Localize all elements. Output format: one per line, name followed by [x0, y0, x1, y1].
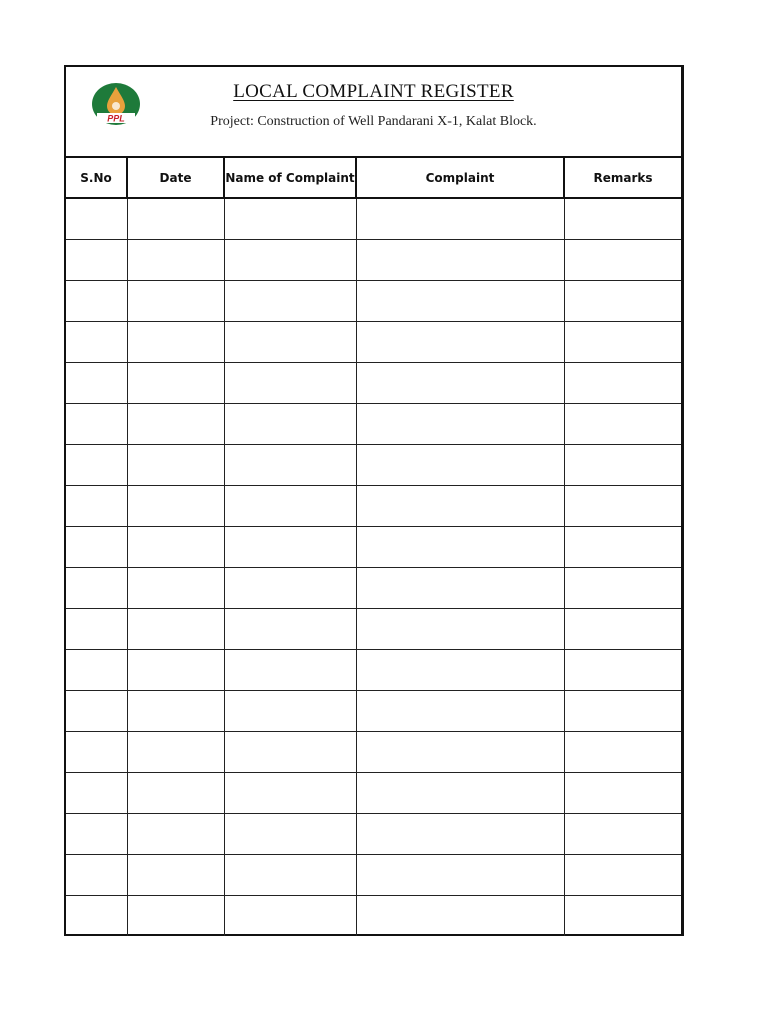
cell-name-of-complaint[interactable]: [224, 772, 356, 813]
cell-name-of-complaint[interactable]: [224, 608, 356, 649]
table-row: [66, 895, 681, 936]
cell-remarks[interactable]: [564, 608, 681, 649]
cell-name-of-complaint[interactable]: [224, 813, 356, 854]
table-row: [66, 772, 681, 813]
cell-date[interactable]: [127, 485, 224, 526]
cell-complaint[interactable]: [356, 321, 564, 362]
table-row: [66, 444, 681, 485]
cell-date[interactable]: [127, 362, 224, 403]
table-row: [66, 567, 681, 608]
cell-sno[interactable]: [66, 403, 127, 444]
table-header-row: [66, 158, 681, 198]
cell-sno[interactable]: [66, 526, 127, 567]
project-subtitle: Project: Construction of Well Pandarani X-1, Kalat Block.: [210, 114, 537, 129]
cell-sno[interactable]: [66, 690, 127, 731]
cell-name-of-complaint[interactable]: [224, 567, 356, 608]
table-row: [66, 526, 681, 567]
cell-sno[interactable]: [66, 485, 127, 526]
cell-sno[interactable]: [66, 854, 127, 895]
cell-remarks[interactable]: [564, 362, 681, 403]
cell-remarks[interactable]: [564, 690, 681, 731]
cell-name-of-complaint[interactable]: [224, 485, 356, 526]
cell-date[interactable]: [127, 567, 224, 608]
cell-complaint[interactable]: [356, 403, 564, 444]
cell-complaint[interactable]: [356, 772, 564, 813]
cell-remarks[interactable]: [564, 444, 681, 485]
cell-name-of-complaint[interactable]: [224, 690, 356, 731]
cell-date[interactable]: [127, 403, 224, 444]
cell-remarks[interactable]: [564, 649, 681, 690]
cell-remarks[interactable]: [564, 198, 681, 239]
cell-date[interactable]: [127, 321, 224, 362]
cell-name-of-complaint[interactable]: [224, 526, 356, 567]
cell-complaint[interactable]: [356, 362, 564, 403]
cell-name-of-complaint[interactable]: [224, 403, 356, 444]
cell-name-of-complaint[interactable]: [224, 895, 356, 936]
cell-date[interactable]: [127, 239, 224, 280]
cell-sno[interactable]: [66, 608, 127, 649]
cell-date[interactable]: [127, 854, 224, 895]
cell-name-of-complaint[interactable]: [224, 444, 356, 485]
cell-complaint[interactable]: [356, 567, 564, 608]
logo-text: PPL: [107, 113, 125, 124]
cell-remarks[interactable]: [564, 280, 681, 321]
cell-sno[interactable]: [66, 280, 127, 321]
cell-date[interactable]: [127, 731, 224, 772]
cell-sno[interactable]: [66, 567, 127, 608]
cell-remarks[interactable]: [564, 321, 681, 362]
cell-complaint[interactable]: [356, 444, 564, 485]
cell-remarks[interactable]: [564, 772, 681, 813]
table-body: [66, 198, 681, 936]
cell-complaint[interactable]: [356, 198, 564, 239]
cell-date[interactable]: [127, 198, 224, 239]
cell-sno[interactable]: [66, 731, 127, 772]
cell-remarks[interactable]: [564, 403, 681, 444]
table-row: [66, 321, 681, 362]
cell-remarks[interactable]: [564, 895, 681, 936]
cell-remarks[interactable]: [564, 813, 681, 854]
table-row: [66, 198, 681, 239]
table-row: [66, 649, 681, 690]
column-header-complaint: Complaint: [356, 158, 564, 198]
column-header-sno: S.No: [66, 158, 127, 198]
cell-name-of-complaint[interactable]: [224, 198, 356, 239]
cell-complaint[interactable]: [356, 280, 564, 321]
table-row: [66, 731, 681, 772]
column-header-date: Date: [127, 158, 224, 198]
cell-complaint[interactable]: [356, 813, 564, 854]
cell-remarks[interactable]: [564, 526, 681, 567]
cell-sno[interactable]: [66, 444, 127, 485]
table-row: [66, 813, 681, 854]
cell-sno[interactable]: [66, 362, 127, 403]
cell-date[interactable]: [127, 526, 224, 567]
column-header-name-of-complaint: Name of Complaint: [224, 158, 356, 198]
cell-date[interactable]: [127, 813, 224, 854]
cell-name-of-complaint[interactable]: [224, 280, 356, 321]
cell-date[interactable]: [127, 690, 224, 731]
cell-complaint[interactable]: [356, 731, 564, 772]
register-header: [66, 67, 681, 158]
cell-sno[interactable]: [66, 198, 127, 239]
cell-complaint[interactable]: [356, 854, 564, 895]
cell-complaint[interactable]: [356, 649, 564, 690]
cell-date[interactable]: [127, 649, 224, 690]
table-row: [66, 362, 681, 403]
cell-sno[interactable]: [66, 239, 127, 280]
complaint-register-sheet: [64, 65, 684, 936]
table-row: [66, 485, 681, 526]
cell-complaint[interactable]: [356, 895, 564, 936]
cell-remarks[interactable]: [564, 239, 681, 280]
cell-remarks[interactable]: [564, 731, 681, 772]
cell-complaint[interactable]: [356, 239, 564, 280]
cell-sno[interactable]: [66, 895, 127, 936]
cell-name-of-complaint[interactable]: [224, 731, 356, 772]
page-title: LOCAL COMPLAINT REGISTER: [233, 81, 514, 102]
cell-date[interactable]: [127, 895, 224, 936]
cell-name-of-complaint[interactable]: [224, 239, 356, 280]
cell-complaint[interactable]: [356, 690, 564, 731]
cell-date[interactable]: [127, 280, 224, 321]
cell-sno[interactable]: [66, 321, 127, 362]
cell-name-of-complaint[interactable]: [224, 854, 356, 895]
cell-complaint[interactable]: [356, 485, 564, 526]
cell-complaint[interactable]: [356, 526, 564, 567]
cell-remarks[interactable]: [564, 854, 681, 895]
cell-sno[interactable]: [66, 649, 127, 690]
table-row: [66, 403, 681, 444]
table-row: [66, 239, 681, 280]
cell-date[interactable]: [127, 772, 224, 813]
cell-name-of-complaint[interactable]: [224, 362, 356, 403]
cell-date[interactable]: [127, 444, 224, 485]
cell-date[interactable]: [127, 608, 224, 649]
cell-sno[interactable]: [66, 772, 127, 813]
cell-name-of-complaint[interactable]: [224, 649, 356, 690]
table-row: [66, 608, 681, 649]
cell-remarks[interactable]: [564, 567, 681, 608]
complaint-table: [66, 158, 681, 936]
cell-name-of-complaint[interactable]: [224, 321, 356, 362]
cell-remarks[interactable]: [564, 485, 681, 526]
table-row: [66, 280, 681, 321]
table-row: [66, 690, 681, 731]
cell-sno[interactable]: [66, 813, 127, 854]
table-row: [66, 854, 681, 895]
column-header-remarks: Remarks: [564, 158, 681, 198]
cell-complaint[interactable]: [356, 608, 564, 649]
